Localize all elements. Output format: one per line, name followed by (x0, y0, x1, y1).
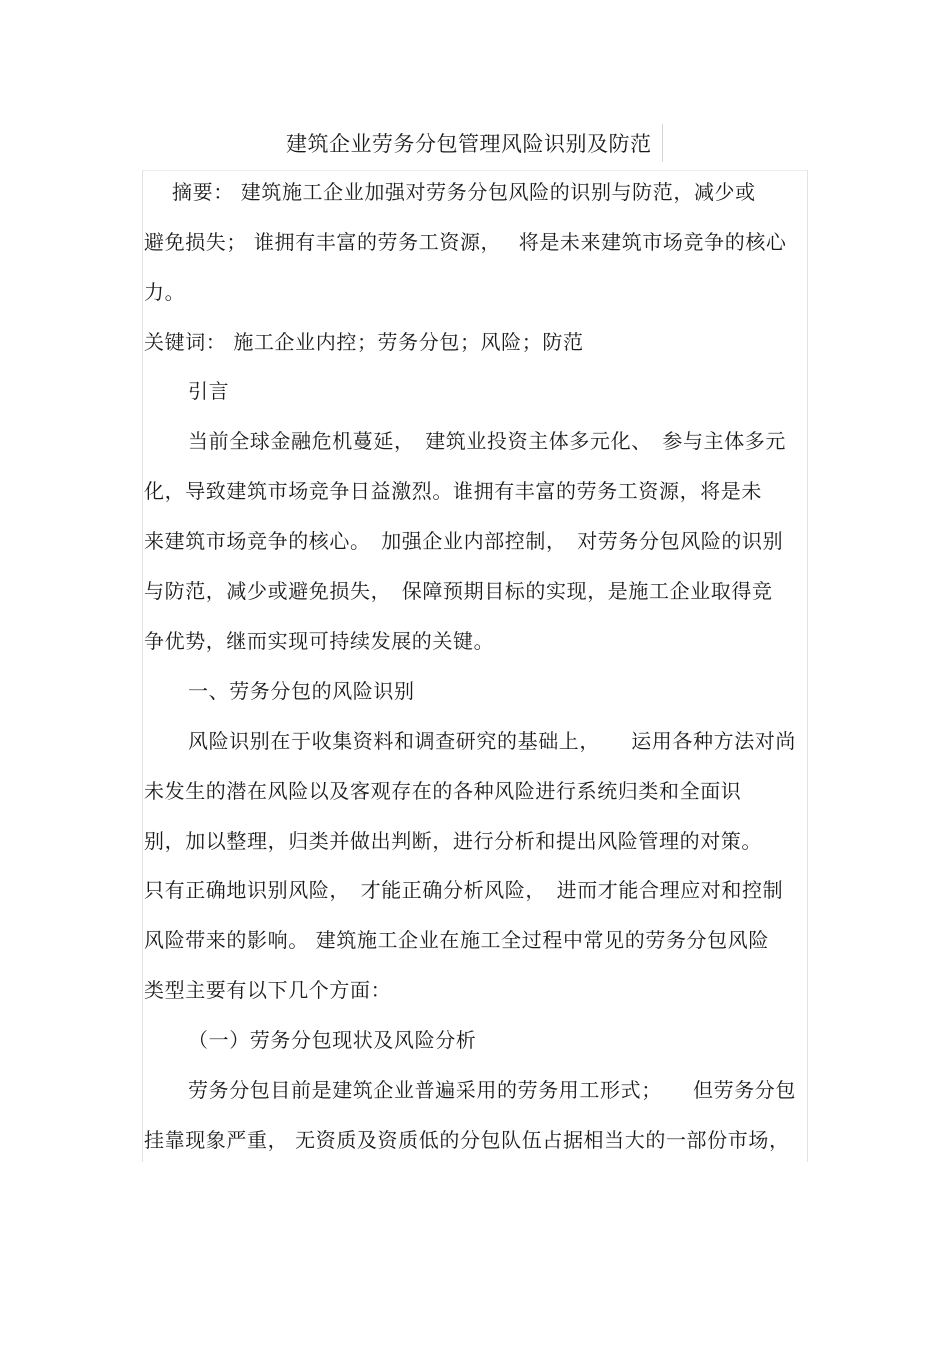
intro-line-1: 当前全球金融危机蔓延， 建筑业投资主体多元化、 参与主体多元 (188, 429, 786, 453)
section1-line-3: 别，加以整理，归类并做出判断，进行分析和提出风险管理的对策。 (144, 829, 762, 853)
keywords-line: 关键词： 施工企业内控；劳务分包；风险；防范 (144, 330, 584, 354)
heading-subsection-1: （一）劳务分包现状及风险分析 (188, 1028, 477, 1052)
abstract-line-1: 摘要： 建筑施工企业加强对劳务分包风险的识别与防范，减少或 (172, 180, 756, 204)
section1-line-5: 风险带来的影响。 建筑施工企业在施工全过程中常见的劳务分包风险 (144, 928, 769, 952)
intro-line-3: 来建筑市场竞争的核心。 加强企业内部控制， 对劳务分包风险的识别 (144, 529, 784, 553)
heading-introduction: 引言 (188, 379, 230, 403)
section1-line-4: 只有正确地识别风险， 才能正确分析风险， 进而才能合理应对和控制 (144, 878, 784, 902)
abstract-line-3: 力。 (144, 280, 186, 304)
abstract-line-2: 避免损失； 谁拥有丰富的劳务工资源， 将是未来建筑市场竞争的核心 (144, 230, 787, 254)
intro-line-5: 争优势，继而实现可持续发展的关键。 (144, 629, 495, 653)
heading-section-1: 一、劳务分包的风险识别 (188, 679, 415, 703)
subsection1-line-2: 挂靠现象严重， 无资质及资质低的分包队伍占据相当大的一部份市场， (144, 1128, 790, 1152)
section1-line-1: 风险识别在于收集资料和调查研究的基础上， 运用各种方法对尚 (188, 729, 796, 753)
document-title: 建筑企业劳务分包管理风险识别及防范 (286, 132, 652, 156)
intro-line-4: 与防范，减少或避免损失， 保障预期目标的实现，是施工企业取得竞 (144, 579, 773, 603)
frame-right-rule (807, 170, 808, 1162)
subsection1-line-1: 劳务分包目前是建筑企业普遍采用的劳务用工形式； 但劳务分包 (188, 1078, 796, 1102)
title-divider (662, 124, 663, 162)
frame-top-rule (142, 170, 808, 171)
intro-line-2: 化，导致建筑市场竞争日益激烈。谁拥有丰富的劳务工资源，将是未 (144, 479, 762, 503)
frame-left-rule (142, 170, 143, 1162)
section1-line-2: 未发生的潜在风险以及客观存在的各种风险进行系统归类和全面识 (144, 779, 742, 803)
section1-line-6: 类型主要有以下几个方面： (144, 978, 392, 1002)
